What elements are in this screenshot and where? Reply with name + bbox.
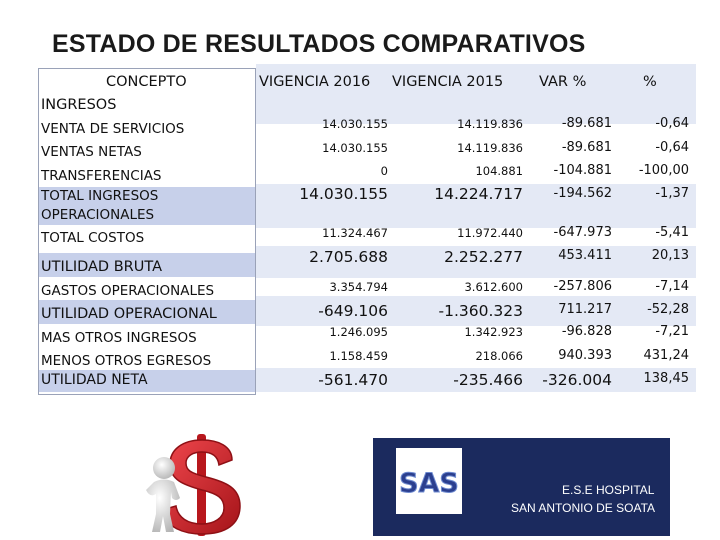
cell-venta-servicios-2016: 14.030.155 [322, 117, 388, 131]
logo-line-1: E.S.E HOSPITAL [562, 483, 655, 497]
cell-utilidad-operacional-2016: -649.106 [318, 302, 388, 320]
cell-menos-otros-egresos-pct: 431,24 [643, 348, 689, 363]
values-band [256, 64, 696, 124]
label-utilidad-neta: UTILIDAD NETA [41, 372, 148, 388]
logo-mark-text: SAS [399, 468, 459, 499]
header-vigencia-2015: VIGENCIA 2015 [392, 74, 504, 90]
cell-mas-otros-ingresos-var: -96.828 [561, 324, 612, 339]
cell-venta-servicios-var: -89.681 [561, 116, 612, 131]
cell-utilidad-neta-pct: 138,45 [643, 371, 689, 386]
cell-total-costos-2016: 11.324.467 [322, 226, 388, 240]
label-mas-otros-ingresos: MAS OTROS INGRESOS [41, 330, 197, 346]
cell-mas-otros-ingresos-2016: 1.246.095 [329, 325, 388, 339]
label-total-costos: TOTAL COSTOS [41, 230, 145, 246]
page-title: ESTADO DE RESULTADOS COMPARATIVOS [52, 30, 586, 58]
label-ventas-netas: VENTAS NETAS [41, 144, 142, 160]
cell-utilidad-bruta-2016: 2.705.688 [309, 248, 388, 266]
cell-menos-otros-egresos-2015: 218.066 [475, 349, 523, 363]
cell-utilidad-operacional-2015: -1.360.323 [438, 302, 523, 320]
cell-mas-otros-ingresos-pct: -7,21 [655, 324, 689, 339]
cell-transferencias-var: -104.881 [553, 163, 612, 178]
sas-logo-icon [396, 448, 462, 514]
cell-utilidad-bruta-pct: 20,13 [651, 248, 689, 263]
cell-transferencias-2015: 104.881 [475, 164, 523, 178]
label-gastos-operacionales: GASTOS OPERACIONALES [41, 283, 215, 299]
cell-mas-otros-ingresos-2015: 1.342.923 [464, 325, 523, 339]
cell-total-ingresos-var: -194.562 [553, 186, 612, 201]
cell-total-costos-pct: -5,41 [655, 225, 689, 240]
cell-gastos-operacionales-pct: -7,14 [655, 279, 689, 294]
cell-transferencias-pct: -100,00 [638, 163, 689, 178]
header-pct: % [643, 74, 657, 90]
label-utilidad-operacional: UTILIDAD OPERACIONAL [41, 306, 217, 322]
cell-gastos-operacionales-var: -257.806 [553, 279, 612, 294]
cell-ventas-netas-pct: -0,64 [655, 140, 689, 155]
cell-venta-servicios-2015: 14.119.836 [457, 117, 523, 131]
cell-menos-otros-egresos-var: 940.393 [558, 348, 612, 363]
cell-utilidad-neta-2015: -235.466 [453, 371, 523, 389]
label-venta-servicios: VENTA DE SERVICIOS [41, 121, 185, 137]
cell-menos-otros-egresos-2016: 1.158.459 [329, 349, 388, 363]
cell-total-costos-var: -647.973 [553, 225, 612, 240]
dollar-figure-illustration [140, 432, 250, 538]
cell-transferencias-2016: 0 [380, 164, 388, 178]
cell-total-ingresos-2015: 14.224.717 [434, 185, 523, 203]
cell-gastos-operacionales-2016: 3.354.794 [329, 280, 388, 294]
label-ingresos: INGRESOS [41, 97, 117, 113]
logo-line-2: SAN ANTONIO DE SOATA [511, 501, 656, 515]
cell-gastos-operacionales-2015: 3.612.600 [464, 280, 523, 294]
cell-total-ingresos-pct: -1,37 [655, 186, 689, 201]
cell-utilidad-operacional-pct: -52,28 [647, 302, 689, 317]
cell-utilidad-neta-2016: -561.470 [318, 371, 388, 389]
header-var: VAR % [539, 74, 587, 90]
label-transferencias: TRANSFERENCIAS [41, 168, 162, 184]
label-total-ingresos: TOTAL INGRESOS [41, 188, 159, 204]
cell-utilidad-bruta-2015: 2.252.277 [444, 248, 523, 266]
cell-total-costos-2015: 11.972.440 [457, 226, 523, 240]
cell-utilidad-bruta-var: 453.411 [558, 248, 612, 263]
cell-utilidad-neta-var: -326.004 [542, 371, 612, 389]
cell-ventas-netas-2015: 14.119.836 [457, 141, 523, 155]
cell-utilidad-operacional-var: 711.217 [558, 302, 612, 317]
label-menos-otros-egresos: MENOS OTROS EGRESOS [41, 353, 212, 369]
header-concepto: CONCEPTO [106, 74, 187, 90]
header-vigencia-2016: VIGENCIA 2016 [259, 74, 371, 90]
cell-venta-servicios-pct: -0,64 [655, 116, 689, 131]
cell-ventas-netas-var: -89.681 [561, 140, 612, 155]
cell-ventas-netas-2016: 14.030.155 [322, 141, 388, 155]
label-operacionales: OPERACIONALES [41, 207, 155, 223]
cell-total-ingresos-2016: 14.030.155 [299, 185, 388, 203]
label-utilidad-bruta: UTILIDAD BRUTA [41, 259, 162, 275]
